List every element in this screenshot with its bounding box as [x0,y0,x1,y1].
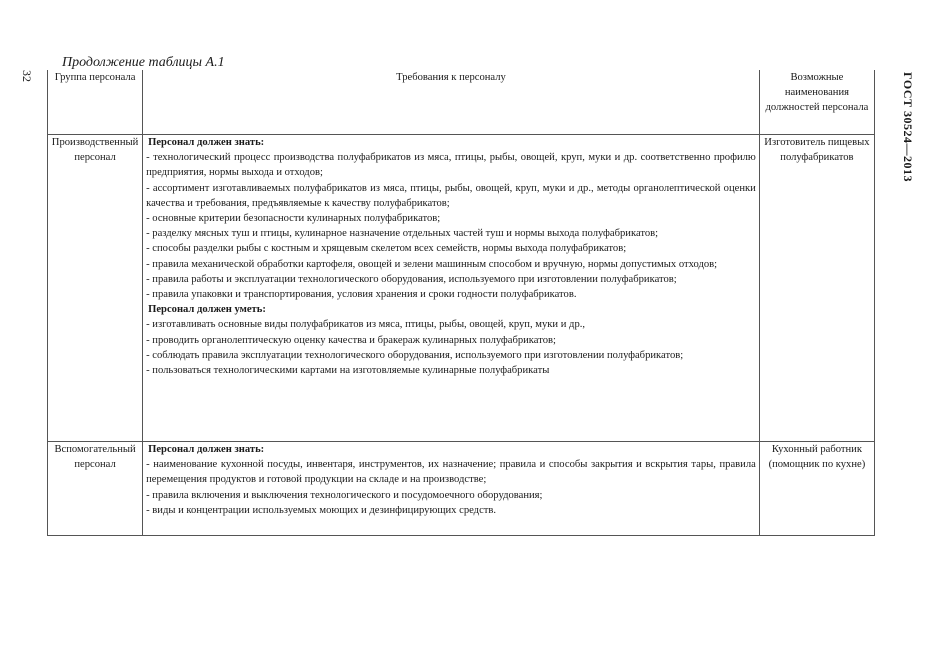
requirement-item: - виды и концентрации используемых моющих и дезинфицирующих средств. [146,504,497,516]
table-row [48,442,875,536]
group-cell: Производственный персонал [48,135,143,442]
table-header-row [48,70,875,135]
header-group: Группа персонала [48,70,143,135]
requirement-item: - способы разделки рыбы с костным и хрящевым скелетом всех семейств, нормы выхода полуфабрикатов; [146,243,627,255]
positions-cell: Кухонный работник (помощник по кухне) [759,442,874,536]
requirements-cell [143,135,760,442]
requirement-item: - разделку мясных туш и птицы, кулинарное назначение отдельных частей туш и нормы выхода полуфабрикатов; [146,228,659,240]
requirements-cell [143,442,760,536]
knows-heading: Персонал должен знать: [148,444,265,455]
header-positions: Возможные наименования должностей персонала [759,70,874,135]
requirement-item: - основные критерии безопасности кулинарных полуфабрикатов; [146,213,441,225]
can-heading: Персонал должен уметь: [148,304,266,316]
table-row [48,135,875,442]
requirement-item: - изготавливать основные виды полуфабрикатов из мяса, птицы, рыбы, овощей, круп, муки и др., [146,319,586,331]
knows-heading: Персонал должен знать: [148,137,265,148]
requirement-item: - технологический процесс производства полуфабрикатов из мяса, птицы, рыбы, овощей, круп, муки и др. соответственно профилю предприятия, нормы выхода и отходов; [146,152,756,179]
requirement-item: - проводить органолептическую оценку качества и бракераж кулинарных полуфабрикатов; [146,334,556,346]
group-cell: Вспомогательный персонал [48,442,143,536]
requirement-item: - соблюдать правила эксплуатации технологического оборудования, используемого при изготовлении полуфабрикатов; [146,349,684,361]
requirement-item: - пользоваться технологическими картами на изготовляемые кулинарные полуфабрикаты [146,365,550,377]
page-number: 32 [20,70,34,82]
standard-code: ГОСТ 30524—2013 [901,72,915,182]
table-caption: Продолжение таблицы А.1 [62,55,225,70]
requirement-item: - ассортимент изготавливаемых полуфабрикатов из мяса, птицы, рыбы, овощей, круп, муки и др., методы органолептической оценки качества и требования, предъявляемые к качеству полуфабрикатов; [146,182,756,209]
header-requirements: Требования к персоналу [143,70,760,135]
requirement-item: - правила упаковки и транспортирования, условия хранения и сроки годности полуфабрикатов. [146,289,577,301]
requirements-table [47,70,875,536]
requirement-item: - наименование кухонной посуды, инвентаря, инструментов, их назначение; правила и способы закрытия и вскрытия тары, правила перемещения продуктов и готовой продукции на складе и на производстве; [146,459,756,486]
requirement-item: - правила включения и выключения технологического и посудомоечного оборудования; [146,489,543,501]
requirement-item: - правила механической обработки картофеля, овощей и зелени машинным способом и вручную, нормы допустимых отходов; [146,258,718,270]
requirement-item: - правила работы и эксплуатации технологического оборудования, используемого при изготовлении полуфабрикатов; [146,273,677,285]
positions-cell: Изготовитель пищевых полуфабрикатов [759,135,874,442]
